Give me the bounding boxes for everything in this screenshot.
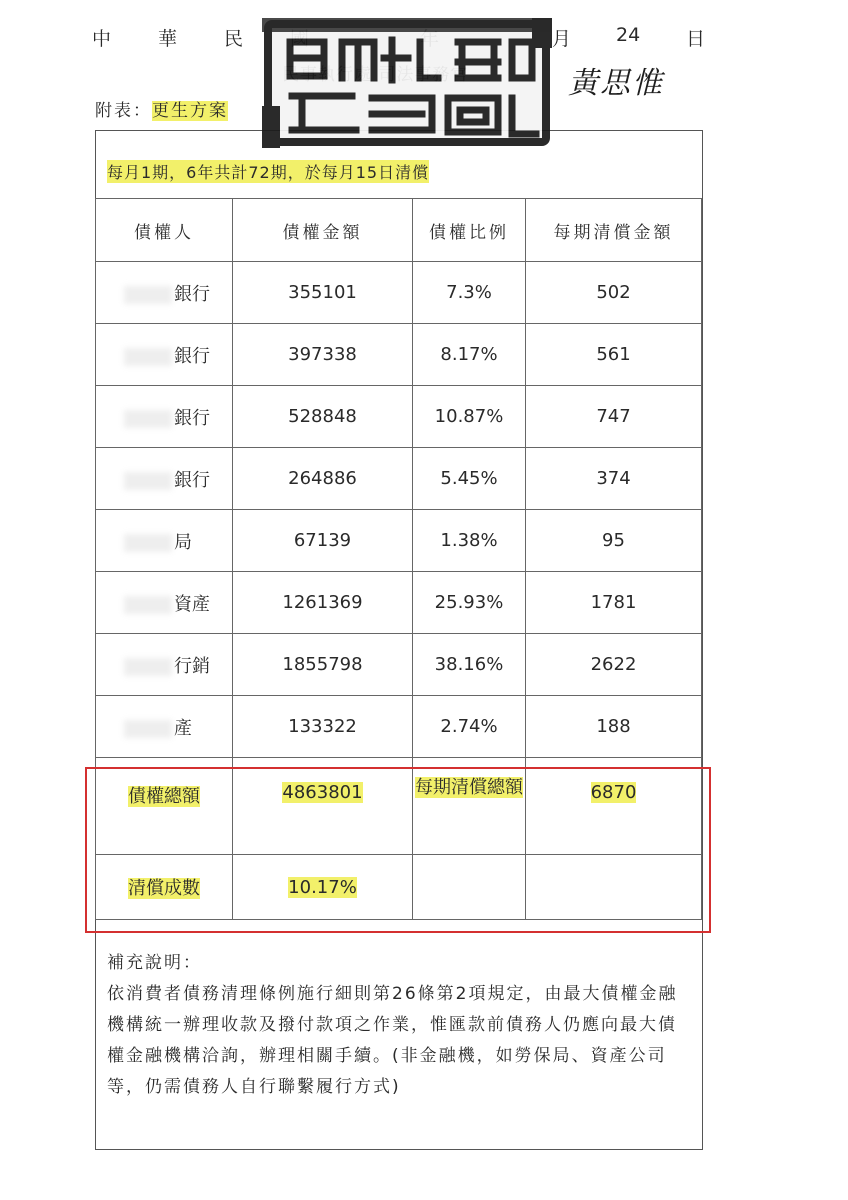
- table-row: [96, 696, 702, 758]
- payment-total-cell: [526, 758, 702, 855]
- creditor-name-text: 銀行: [174, 469, 210, 491]
- total-amount: 4863801: [282, 782, 363, 803]
- redaction: [124, 534, 172, 552]
- column-header-amount: 債權金額: [233, 199, 413, 262]
- creditor-amount: 133322: [233, 696, 413, 758]
- total-label-cell: [96, 758, 233, 855]
- annex-title: 更生方案: [152, 101, 228, 121]
- column-header-payment: 每期清償金額: [526, 199, 702, 262]
- creditor-name: [96, 572, 233, 634]
- creditor-payment: 502: [526, 262, 702, 324]
- empty-cell: [526, 855, 702, 920]
- column-header-row: [96, 199, 702, 262]
- rate-label-cell: [96, 855, 233, 920]
- redaction: [124, 286, 172, 304]
- creditor-ratio: 8.17%: [413, 324, 526, 386]
- table-row: [96, 448, 702, 510]
- date-day: 24: [616, 24, 641, 46]
- note-body: 依消費者債務清理條例施行細則第26條第2項規定，由最大債權金融機構統一辦理收款及撥付款項之作業，惟匯款前債務人仍應向最大債權金融機構洽詢，辦理相關手續。(非金融機，如勞保局、資產公司等，仍需債務人自行聯繫履行方式): [107, 984, 678, 1097]
- creditor-payment: 188: [526, 696, 702, 758]
- creditor-amount: 355101: [233, 262, 413, 324]
- redaction: [124, 472, 172, 490]
- date-char-day: 日: [686, 28, 706, 50]
- date-char-zhong: 中: [92, 28, 112, 50]
- creditor-amount: 397338: [233, 324, 413, 386]
- creditor-payment: 2622: [526, 634, 702, 696]
- redaction: [124, 720, 172, 738]
- rate-value: 10.17%: [288, 876, 357, 898]
- empty-cell: [413, 855, 526, 920]
- annex-heading: [95, 96, 228, 121]
- creditor-payment: 747: [526, 386, 702, 448]
- creditor-name-text: 資產: [174, 593, 210, 615]
- date-char-month: 月: [552, 28, 572, 50]
- table-row: [96, 510, 702, 572]
- creditor-amount: 1855798: [233, 634, 413, 696]
- repayment-rate-row: [96, 855, 702, 920]
- creditor-ratio: 38.16%: [413, 634, 526, 696]
- redaction: [124, 410, 172, 428]
- creditor-grid: [95, 198, 702, 920]
- creditor-name: [96, 262, 233, 324]
- rate-label: 清償成數: [128, 878, 200, 899]
- redaction: [124, 658, 172, 676]
- creditor-name: [96, 448, 233, 510]
- creditor-name: [96, 386, 233, 448]
- creditor-name-text: 銀行: [174, 407, 210, 429]
- repayment-plan-table: [95, 130, 703, 1150]
- column-header-ratio: 債權比例: [413, 199, 526, 262]
- creditor-name: [96, 696, 233, 758]
- table-row: [96, 386, 702, 448]
- creditor-ratio: 1.38%: [413, 510, 526, 572]
- creditor-name-text: 產: [174, 717, 192, 739]
- creditor-name-text: 行銷: [174, 655, 210, 677]
- table-row: [96, 324, 702, 386]
- creditor-ratio: 10.87%: [413, 386, 526, 448]
- creditor-name: [96, 324, 233, 386]
- creditor-name-text: 銀行: [174, 345, 210, 367]
- creditor-amount: 264886: [233, 448, 413, 510]
- supplementary-note: [107, 948, 687, 1103]
- table-row: [96, 262, 702, 324]
- table-row: [96, 634, 702, 696]
- creditor-amount: 528848: [233, 386, 413, 448]
- total-amount-cell: [233, 758, 413, 855]
- totals-row: [96, 758, 702, 855]
- table-row: [96, 572, 702, 634]
- creditor-name: [96, 634, 233, 696]
- redaction: [124, 596, 172, 614]
- installment-note: 每月1期，6年共計72期，於每月15日清償: [107, 160, 429, 183]
- officer-signature: 黃思惟: [568, 66, 664, 101]
- column-header-creditor: 債權人: [96, 199, 233, 262]
- payment-total: 6870: [590, 782, 637, 803]
- creditor-name-text: 銀行: [174, 283, 210, 305]
- annex-label: 附表：: [95, 101, 152, 121]
- note-title: 補充說明：: [107, 953, 202, 973]
- creditor-payment: 374: [526, 448, 702, 510]
- redaction: [124, 348, 172, 366]
- creditor-name: [96, 510, 233, 572]
- creditor-name-text: 局: [174, 531, 192, 553]
- payment-total-label: 每期清償總額: [415, 777, 523, 798]
- creditor-ratio: 5.45%: [413, 448, 526, 510]
- creditor-ratio: 7.3%: [413, 262, 526, 324]
- rate-value-cell: [233, 855, 413, 920]
- creditor-payment: 561: [526, 324, 702, 386]
- creditor-payment: 95: [526, 510, 702, 572]
- payment-total-label-cell: [413, 758, 526, 855]
- creditor-ratio: 2.74%: [413, 696, 526, 758]
- creditor-payment: 1781: [526, 572, 702, 634]
- creditor-amount: 67139: [233, 510, 413, 572]
- creditor-amount: 1261369: [233, 572, 413, 634]
- date-char-min: 民: [224, 28, 244, 50]
- seal-stamp: [262, 18, 552, 148]
- date-char-hua: 華: [158, 28, 178, 50]
- total-label: 債權總額: [128, 786, 200, 807]
- creditor-ratio: 25.93%: [413, 572, 526, 634]
